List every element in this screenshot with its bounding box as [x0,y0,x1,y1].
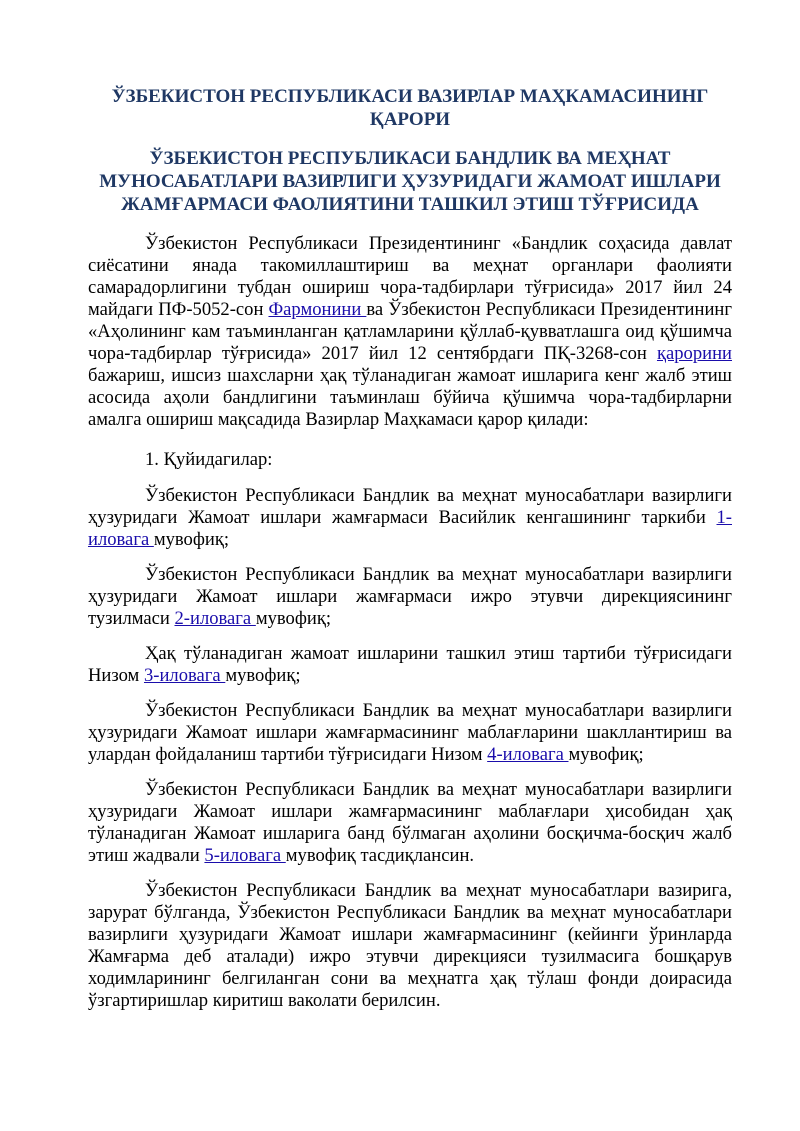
paragraph-tail: мувофиқ; [568,744,644,765]
paragraph-text: Ўзбекистон Республикаси Бандлик ва меҳнат муносабатлари вазирлиги ҳузуридаги Жамоат ишлари жамғармасининг маблағлари ҳисобидан ҳақ тўланадиган Жамоат ишларига банд бўлмаган аҳолини босқичма-босқич жалб этиш жадвали [88,779,732,866]
annex-4-paragraph [88,700,732,766]
annex-5-paragraph [88,779,732,867]
paragraph-text: Ўзбекистон Республикаси Бандлик ва меҳнат муносабатлари вазирлиги ҳузуридаги Жамоат ишлари жамғармаси Васийлик кенгашининг таркиби [88,485,732,528]
annex-3-paragraph [88,643,732,687]
annex-1-link[interactable]: 1-иловага [88,507,732,550]
paragraph-tail: мувофиқ; [225,665,301,686]
paragraph-tail: мувофиқ; [255,608,332,629]
annex-3-link[interactable]: 3-иловага [143,665,226,686]
resolution-link[interactable]: қарорини [656,343,732,364]
annex-2-link[interactable]: 2-иловага [174,608,256,629]
paragraph-text: Ўзбекистон Республикаси Бандлик ва меҳнат муносабатлари вазирлиги ҳузуридаги Жамоат ишлари жамғармаси ижро этувчи дирекциясининг тузилмаси [88,564,732,629]
item-1-heading: 1. Қуйидагилар: [145,449,273,470]
subtitle-line: ЖАМҒАРМАСИ ФАОЛИЯТИНИ ТАШКИЛ ЭТИШ ТЎҒРИСИДА [121,194,699,215]
subtitle-line: ЎЗБЕКИСТОН РЕСПУБЛИКАСИ БАНДЛИК ВА МЕҲНАТ [149,148,671,169]
paragraph-text: Ҳақ тўланадиган жамоат ишларини ташкил этиш тартиби тўғрисидаги Низом [88,643,732,686]
intro-text: Ўзбекистон Республикаси Президентининг «Бандлик соҳасида давлат сиёсатини янада такомиллаштириш ва меҳнат органлари фаолияти самарадорлигини тубдан ошириш чора-тадбирлари тўғрисида» 2017 йил 24 майдаги ПФ-5052-сон [88,233,732,320]
intro-text: ва Ўзбекистон Республикаси Президентининг «Аҳолининг кам таъминланган қатламларини қўллаб-қувватлашга оид қўшимча чора-тадбирлар тўғрисида» 2017 йил 12 сентябрдаги ПҚ-3268-сон [88,299,732,364]
intro-paragraph [88,233,732,431]
paragraph-tail: мувофиқ; [153,529,230,550]
final-paragraph: Ўзбекистон Республикаси Бандлик ва меҳнат муносабатлари вазирига, зарурат бўлганда, Ўзбекистон Республикаси Бандлик ва меҳнат муносабатлари вазирлиги ҳузуридаги Жамоат ишлари жамғармасининг (кейинги ўринларда Жамғарма деб аталади) ижро этувчи дирекцияси тузилмасига бошқарув ходимларининг белгиланган сони ва меҳнатга ҳақ тўлаш фонди доирасида ўзгартиришлар киритиш ваколати берилсин. [88,880,732,1011]
subtitle-line: МУНОСАБАТЛАРИ ВАЗИРЛИГИ ҲУЗУРИДАГИ ЖАМОАТ ИШЛАРИ [99,171,721,192]
annex-2-paragraph [88,564,732,630]
intro-text: бажариш, ишсиз шахсларни ҳақ тўланадиган жамоат ишларига кенг жалб этиш асосида аҳоли бандлигини таъминлаш бўйича қўшимча чора-тадбирларни амалга ошириш мақсадида Вазирлар Маҳкамаси қарор қилади: [88,365,732,430]
document-body [88,233,732,1025]
title-line: ҚАРОРИ [369,109,451,130]
annex-4-link[interactable]: 4-иловага [487,744,569,765]
paragraph-text: Ўзбекистон Республикаси Бандлик ва меҳнат муносабатлари вазирлиги ҳузуридаги Жамоат ишлари жамғармасининг маблағларини шакллантириш ва улардан фойдаланиш тартиби тўғрисидаги Низом [88,700,732,765]
annex-1-paragraph [88,485,732,551]
paragraph-tail: мувофиқ тасдиқлансин. [285,845,475,866]
decree-link[interactable]: Фармонини [268,299,367,320]
document-title [88,85,732,131]
annex-5-link[interactable]: 5-иловага [204,845,286,866]
document-subtitle [88,147,732,216]
title-line: ЎЗБЕКИСТОН РЕСПУБЛИКАСИ ВАЗИРЛАР МАҲКАМАСИНИНГ [111,86,709,107]
